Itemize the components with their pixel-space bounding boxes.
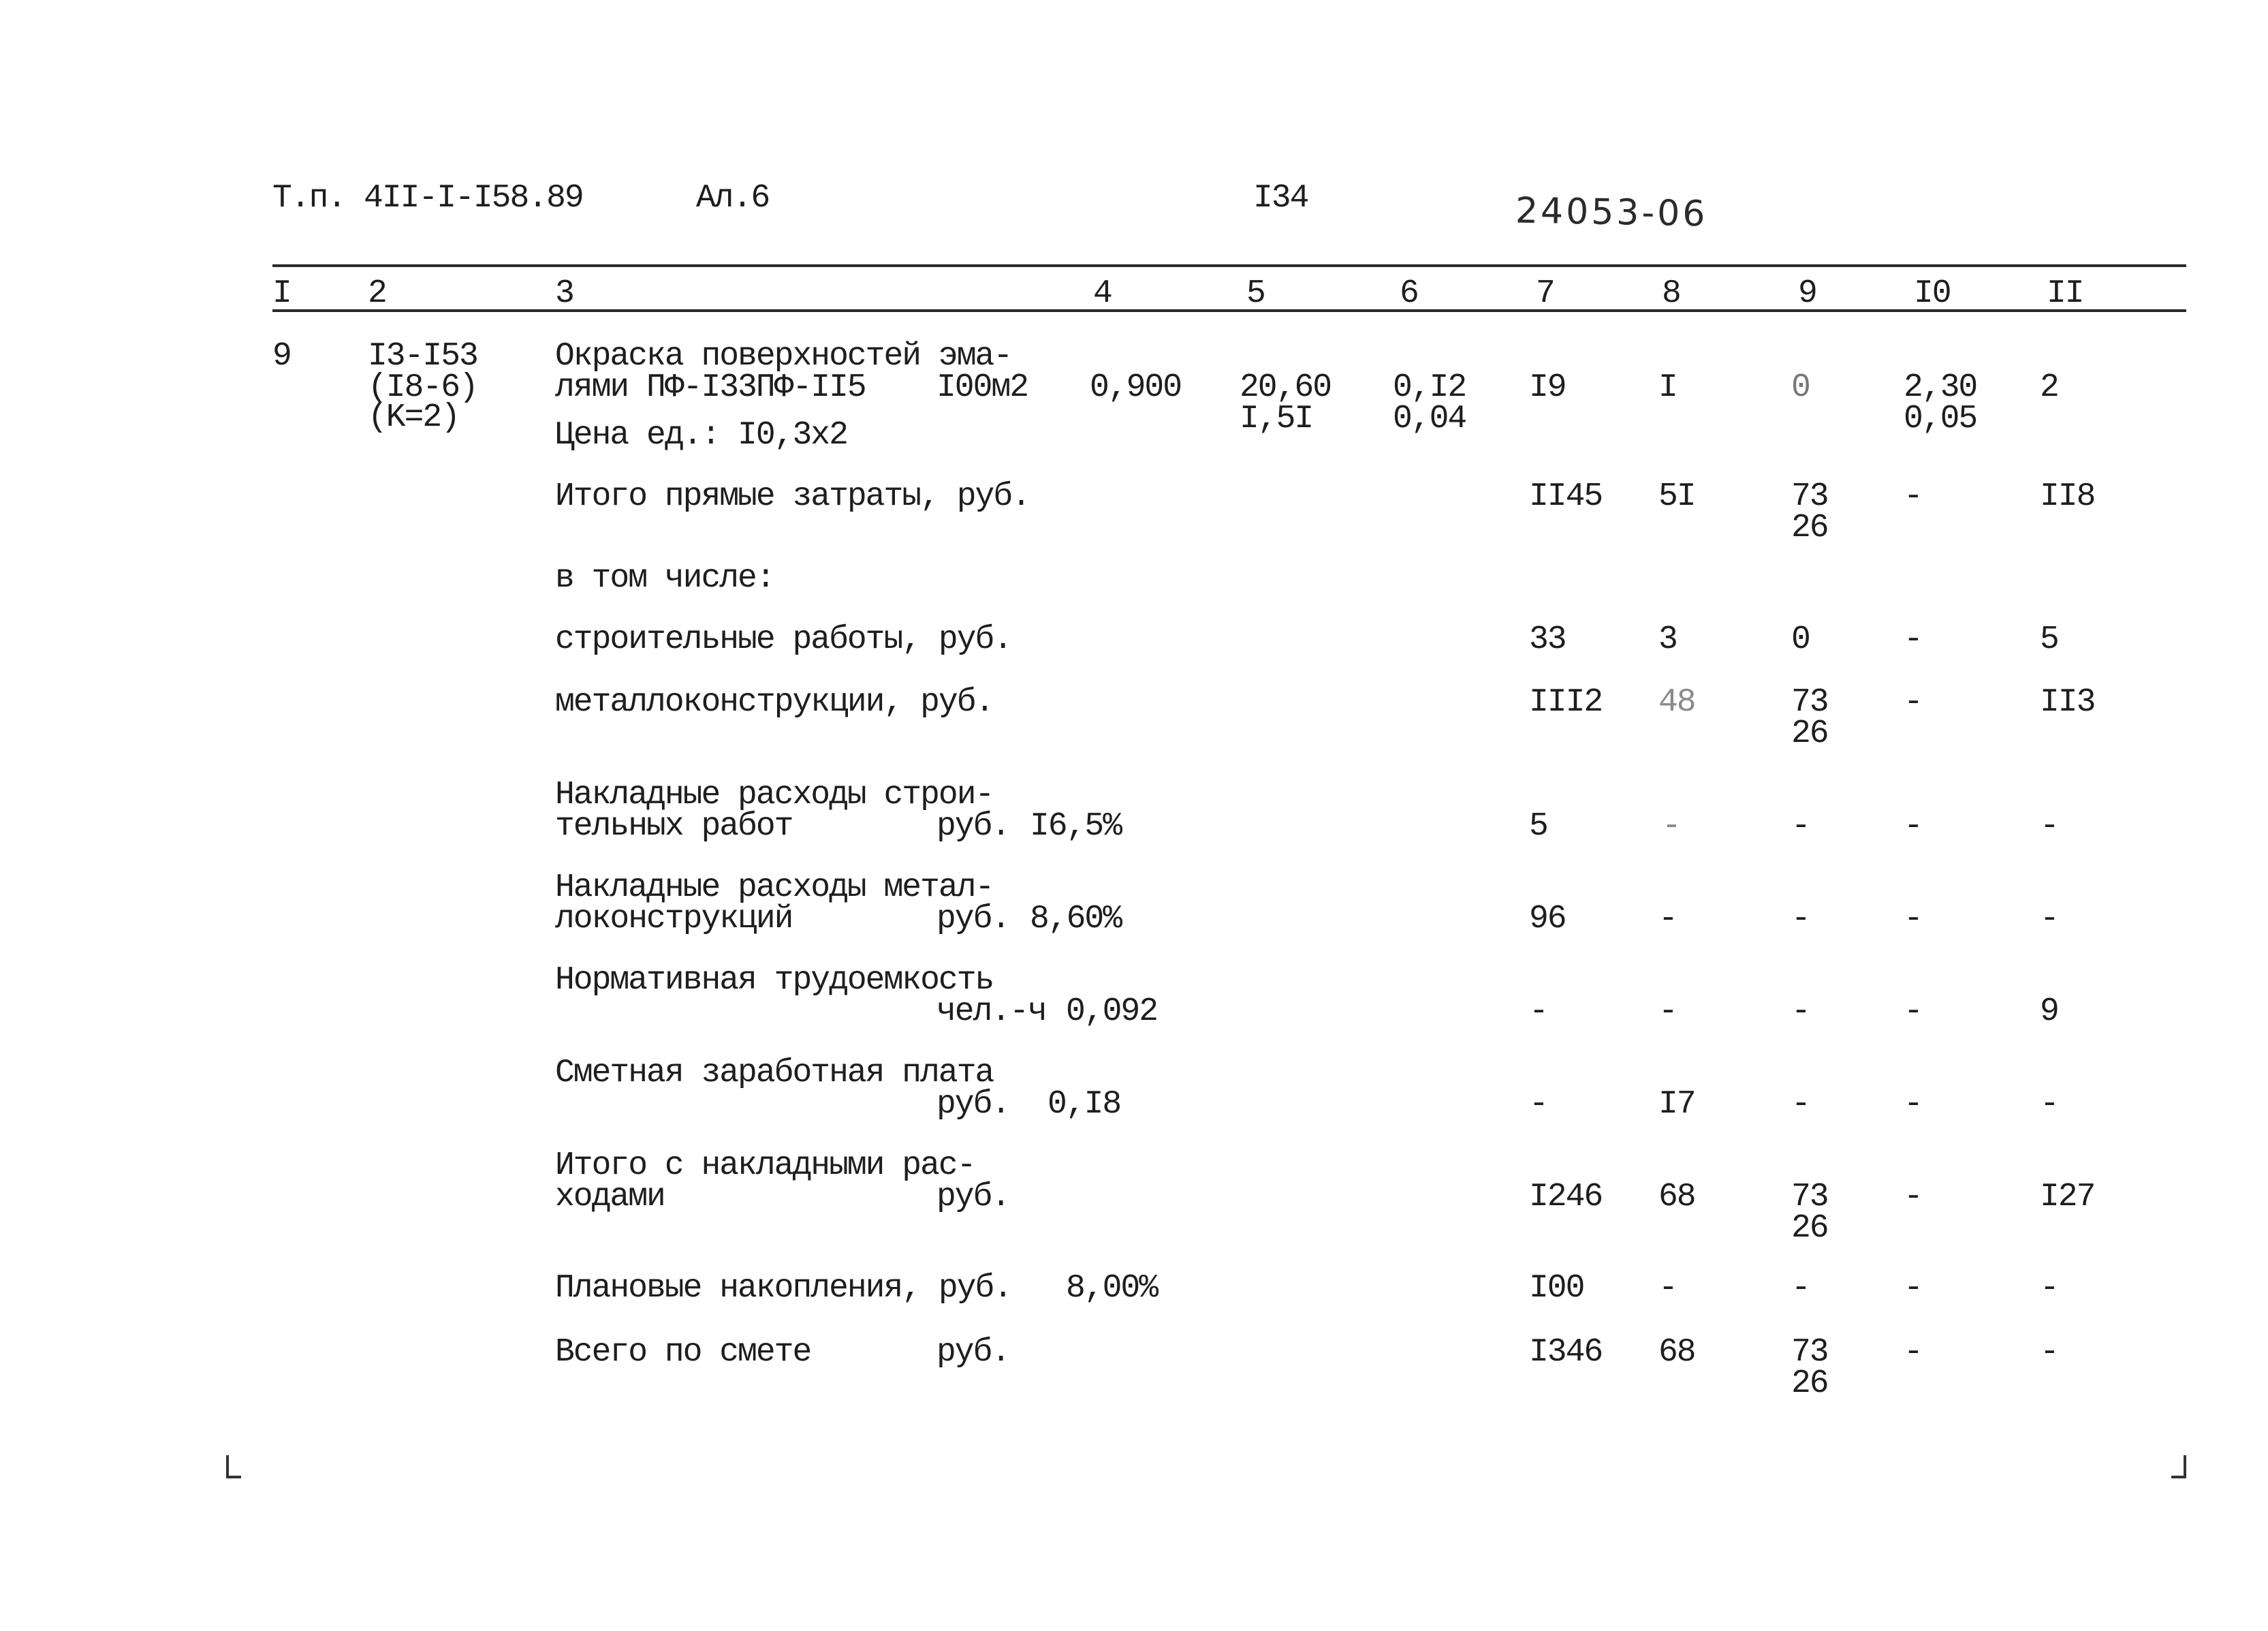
planned-col10: - <box>1904 1270 1922 1307</box>
grand-total-col11: - <box>2040 1334 2058 1371</box>
item-unit-price: Цена ед.: I0,3x2 <box>555 417 847 454</box>
overhead-metal-rate: 8,60% <box>1030 901 1122 937</box>
overhead-construction-col7: 5 <box>1529 808 1547 845</box>
page-number: I34 <box>1253 180 1308 217</box>
metal-col10: - <box>1904 684 1922 721</box>
labor-line-1: Нормативная трудоемкость <box>555 962 994 999</box>
metal-col9-line-1: 73 <box>1791 684 1828 721</box>
overhead-construction-col10: - <box>1904 808 1922 845</box>
total-overhead-unit: руб. <box>936 1179 1010 1215</box>
planned-col9: - <box>1791 1270 1810 1307</box>
labor-unit: чел.-ч <box>936 993 1046 1030</box>
overhead-metal-col7: 96 <box>1529 901 1566 937</box>
item-col9: 0 <box>1791 369 1810 406</box>
labor-col10: - <box>1904 993 1922 1030</box>
overhead-metal-col10: - <box>1904 901 1922 937</box>
total-overhead-col8: 68 <box>1658 1179 1695 1215</box>
grand-total-col9-line-2: 26 <box>1791 1365 1828 1402</box>
labor-rate: 0,092 <box>1066 993 1158 1030</box>
column-header-4: 4 <box>1093 275 1112 312</box>
item-code-line-1: I3-I53 <box>368 338 477 375</box>
direct-costs-col9-line-2: 26 <box>1791 510 1828 546</box>
wage-col8: I7 <box>1658 1086 1695 1123</box>
direct-costs-col11: II8 <box>2040 478 2095 515</box>
direct-costs-col10: - <box>1904 478 1922 515</box>
column-header-9: 9 <box>1798 275 1816 312</box>
total-overhead-line-1: Итого с накладными рас- <box>555 1147 975 1184</box>
construction-col7: 33 <box>1529 621 1566 658</box>
metal-col7: III2 <box>1529 684 1603 721</box>
direct-costs-col7: II45 <box>1529 478 1603 515</box>
planned-rate: 8,00% <box>1066 1270 1158 1307</box>
column-header-8: 8 <box>1662 275 1680 312</box>
overhead-construction-col11: - <box>2040 808 2058 845</box>
item-number: 9 <box>272 338 291 375</box>
total-overhead-col9-line-1: 73 <box>1791 1179 1828 1215</box>
item-col6-line-2: 0,04 <box>1393 401 1466 437</box>
item-code-line-2: (I8-6) <box>368 369 477 406</box>
construction-col11: 5 <box>2040 621 2058 658</box>
column-header-11: II <box>2047 275 2083 312</box>
construction-label: строительные работы, руб. <box>555 621 1012 658</box>
column-header-10: I0 <box>1914 275 1951 312</box>
item-description-line-2: лями ПФ-I33ПФ-II5 <box>555 369 866 406</box>
album-number: Ал.6 <box>696 180 770 217</box>
item-col5-line-1: 20,60 <box>1240 369 1332 406</box>
overhead-metal-line-1: Накладные расходы метал- <box>555 869 994 906</box>
wage-col7: - <box>1529 1086 1547 1123</box>
overhead-construction-unit: руб. <box>936 808 1010 845</box>
including-label: в том числе: <box>555 560 774 597</box>
overhead-construction-col9: - <box>1791 808 1810 845</box>
wage-col10: - <box>1904 1086 1922 1123</box>
direct-costs-col9-line-1: 73 <box>1791 478 1828 515</box>
metal-col11: II3 <box>2040 684 2095 721</box>
total-overhead-col7: I246 <box>1529 1179 1603 1215</box>
item-col11: 2 <box>2040 369 2058 406</box>
overhead-construction-line-1: Накладные расходы строи- <box>555 777 994 813</box>
total-overhead-col9-line-2: 26 <box>1791 1210 1828 1247</box>
labor-col8: - <box>1658 993 1677 1030</box>
overhead-metal-line-2: локонструкций <box>555 901 793 937</box>
metal-col8: 48 <box>1658 684 1695 721</box>
item-col6-line-1: 0,I2 <box>1393 369 1466 406</box>
item-col5-line-2: I,5I <box>1240 401 1313 437</box>
metal-label: металлоконструкции, руб. <box>555 684 994 721</box>
total-overhead-line-2: ходами <box>555 1179 665 1215</box>
planned-col11: - <box>2040 1270 2058 1307</box>
direct-costs-col8: 5I <box>1658 478 1695 515</box>
header-top-rule <box>272 264 2186 267</box>
column-header-7: 7 <box>1536 275 1554 312</box>
document-reference: Т.п. 4II-I-I58.89 <box>272 180 583 217</box>
wage-rate: 0,I8 <box>1048 1086 1121 1123</box>
construction-col9: 0 <box>1791 621 1810 658</box>
direct-costs-label: Итого прямые затраты, руб. <box>555 478 1030 515</box>
total-overhead-col11: I27 <box>2040 1179 2095 1215</box>
item-code-line-3: (K=2) <box>368 399 460 436</box>
item-col8: I <box>1658 369 1677 406</box>
column-header-1: I <box>272 275 291 312</box>
wage-col9: - <box>1791 1086 1810 1123</box>
overhead-metal-col8: - <box>1658 901 1677 937</box>
column-header-2: 2 <box>368 275 386 312</box>
labor-col7: - <box>1529 993 1547 1030</box>
item-unit: I00м2 <box>936 369 1028 406</box>
grand-total-col7: I346 <box>1529 1334 1603 1371</box>
overhead-metal-col9: - <box>1791 901 1810 937</box>
labor-col11: 9 <box>2040 993 2058 1030</box>
labor-col9: - <box>1791 993 1810 1030</box>
overhead-construction-rate: I6,5% <box>1030 808 1122 845</box>
grand-total-col10: - <box>1904 1334 1922 1371</box>
construction-col8: 3 <box>1658 621 1677 658</box>
overhead-construction-col8: - <box>1662 808 1680 845</box>
grand-total-unit: руб. <box>936 1334 1010 1371</box>
item-quantity: 0,900 <box>1090 369 1182 406</box>
grand-total-col9-line-1: 73 <box>1791 1334 1828 1371</box>
item-col7: I9 <box>1529 369 1566 406</box>
handwritten-code: 24053-06 <box>1515 190 1708 235</box>
column-header-5: 5 <box>1246 275 1265 312</box>
construction-col10: - <box>1904 621 1922 658</box>
grand-total-col8: 68 <box>1658 1334 1695 1371</box>
item-col10-line-1: 2,30 <box>1904 369 1977 406</box>
total-overhead-col10: - <box>1904 1179 1922 1215</box>
planned-label: Плановые накопления, руб. <box>555 1270 1012 1307</box>
wage-col11: - <box>2040 1086 2058 1123</box>
wage-line-1: Сметная заработная плата <box>555 1055 994 1091</box>
column-header-6: 6 <box>1400 275 1418 312</box>
item-description-line-1: Окраска поверхностей эма- <box>555 338 1012 375</box>
corner-mark-left <box>226 1455 241 1478</box>
wage-unit: руб. <box>936 1086 1010 1123</box>
grand-total-label: Всего по смете <box>555 1334 811 1371</box>
metal-col9-line-2: 26 <box>1791 715 1828 752</box>
column-header-3: 3 <box>555 275 573 312</box>
overhead-construction-line-2: тельных работ <box>555 808 793 845</box>
planned-col7: I00 <box>1529 1270 1584 1307</box>
planned-col8: - <box>1658 1270 1677 1307</box>
corner-mark-right <box>2171 1455 2186 1478</box>
item-col10-line-2: 0,05 <box>1904 401 1977 437</box>
overhead-metal-unit: руб. <box>936 901 1010 937</box>
overhead-metal-col11: - <box>2040 901 2058 937</box>
